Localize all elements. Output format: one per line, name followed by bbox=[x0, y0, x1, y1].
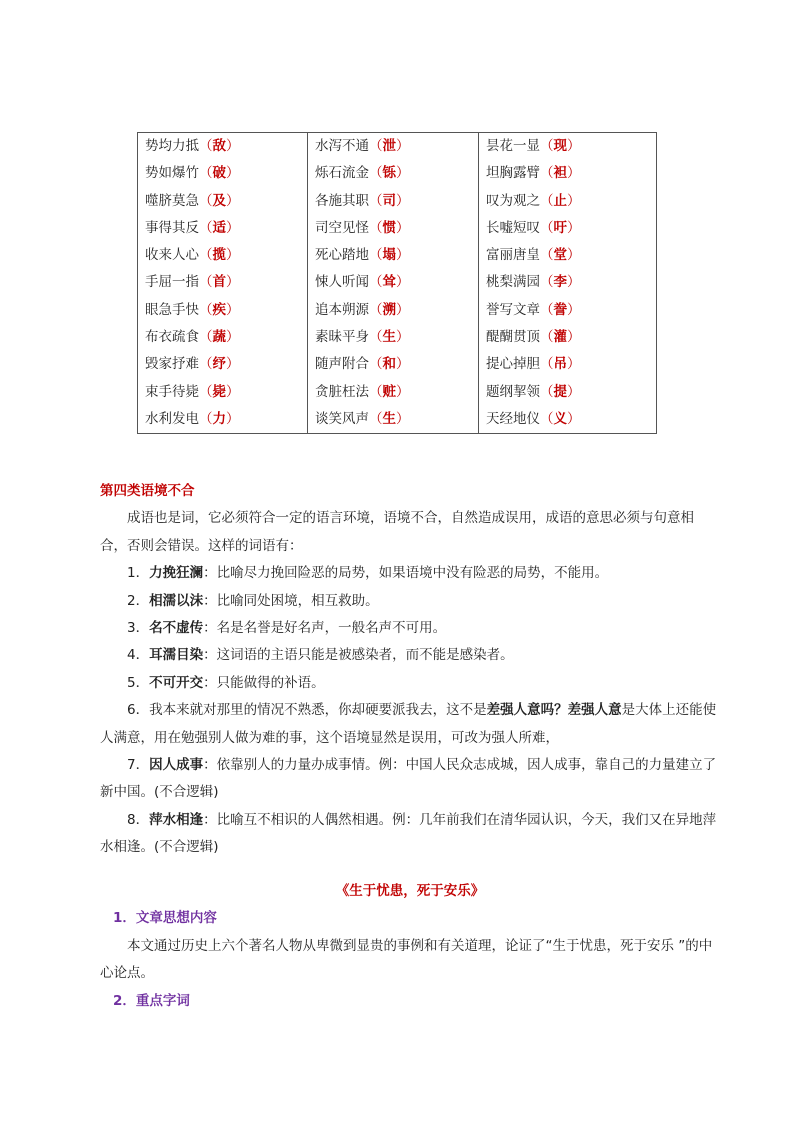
table-row bbox=[138, 351, 657, 378]
paren-open: （ bbox=[540, 301, 554, 318]
list-item-3 bbox=[100, 615, 720, 642]
table-row bbox=[138, 297, 657, 324]
idiom-text: 昙花一显 bbox=[486, 138, 540, 154]
paren-open: （ bbox=[540, 329, 554, 346]
correct-char: 和 bbox=[382, 356, 396, 373]
item-num: 3． bbox=[127, 620, 150, 637]
idiom-text: 谈笑风声 bbox=[315, 410, 369, 427]
essay-section bbox=[100, 878, 720, 1015]
essay-title: 《生于忧患，死于安乐》 bbox=[335, 883, 485, 899]
paren-open: （ bbox=[369, 329, 383, 346]
paren-close: ） bbox=[567, 301, 581, 318]
idiom-text: 布衣疏食 bbox=[145, 329, 199, 346]
table-cell bbox=[479, 406, 657, 434]
table-cell bbox=[308, 215, 479, 242]
correct-char: 生 bbox=[382, 329, 396, 346]
table-cell bbox=[308, 297, 479, 324]
paren-open: （ bbox=[369, 192, 383, 209]
section4-intro: 成语也是词，它必须符合一定的语言环境，语境不合，自然造成误用，成语的意思必须与句意相合，否则会错误。这样的词语有： bbox=[100, 510, 694, 554]
correct-char: 适 bbox=[212, 219, 226, 236]
list-item-7 bbox=[100, 752, 720, 807]
list-item-5 bbox=[100, 670, 720, 697]
correct-char: 灌 bbox=[553, 329, 567, 346]
paren-open: （ bbox=[540, 192, 554, 209]
table-cell bbox=[138, 215, 308, 242]
item-term: 不可开交 bbox=[149, 674, 204, 691]
paren-open: （ bbox=[540, 274, 554, 291]
paren-open: （ bbox=[540, 383, 554, 400]
item-term: 相濡以沫 bbox=[149, 592, 204, 609]
table-cell bbox=[479, 133, 657, 161]
idiom-text: 提心掉胆 bbox=[486, 356, 540, 373]
correct-char: 铄 bbox=[382, 165, 396, 182]
idiom-typo-table bbox=[137, 132, 657, 434]
paren-close: ） bbox=[396, 356, 410, 373]
idiom-text: 毁家抒难 bbox=[145, 356, 199, 373]
paren-close: ） bbox=[226, 329, 240, 346]
item7-term: 因人成事 bbox=[149, 757, 204, 774]
table-cell bbox=[479, 215, 657, 242]
paren-open: （ bbox=[540, 138, 554, 154]
paren-close: ） bbox=[396, 410, 410, 427]
list-item-8 bbox=[100, 807, 720, 862]
correct-char: 及 bbox=[212, 192, 226, 209]
table-cell bbox=[308, 133, 479, 161]
idiom-text: 势均力抵 bbox=[145, 138, 199, 154]
idiom-text: 坦胸露臂 bbox=[486, 165, 540, 182]
table-cell bbox=[138, 160, 308, 187]
item6-text-d: 是大体上还能使人满意，用在勉强别人做为难的事，这个语境显然是误用，可改为强人所难， bbox=[100, 702, 717, 746]
correct-char: 揽 bbox=[212, 247, 226, 264]
item7-num: 7． bbox=[127, 757, 150, 774]
idiom-text: 誉写文章 bbox=[486, 301, 540, 318]
table-row bbox=[138, 160, 657, 187]
correct-char: 蔬 bbox=[212, 329, 226, 346]
idiom-text: 醍醐贯顶 bbox=[486, 329, 540, 346]
item-term: 力挽狂澜 bbox=[149, 565, 204, 582]
idiom-text: 富丽唐皇 bbox=[486, 247, 540, 264]
idiom-text: 势如爆竹 bbox=[145, 165, 199, 182]
correct-char: 李 bbox=[553, 274, 567, 291]
paren-close: ） bbox=[396, 274, 410, 291]
paren-open: （ bbox=[199, 247, 213, 264]
paren-open: （ bbox=[369, 165, 383, 182]
idiom-text: 司空见怪 bbox=[315, 219, 369, 236]
item6-term-1: 差强人意 bbox=[486, 702, 541, 719]
table-cell bbox=[479, 160, 657, 187]
correct-char: 提 bbox=[553, 383, 567, 400]
item6-term-2: 差强人意 bbox=[567, 702, 622, 719]
paren-close: ） bbox=[396, 247, 410, 264]
paren-close: ） bbox=[567, 410, 581, 427]
correct-char: 堂 bbox=[553, 247, 567, 264]
item7-rest: ：依靠别人的力量办成事情。例：中国人民众志成城，因人成事，靠自己的力量建立了新中国。(不合逻辑) bbox=[100, 757, 717, 801]
item-num: 2． bbox=[127, 592, 150, 609]
idiom-text: 水泻不通 bbox=[315, 138, 369, 154]
item8-term: 萍水相逢 bbox=[149, 811, 204, 828]
paren-close: ） bbox=[567, 247, 581, 264]
idiom-text: 贪脏枉法 bbox=[315, 383, 369, 400]
table-cell bbox=[138, 188, 308, 215]
paren-close: ） bbox=[567, 274, 581, 291]
section4-heading: 第四类语境不合 bbox=[100, 483, 195, 499]
paren-open: （ bbox=[540, 247, 554, 264]
table-row bbox=[138, 269, 657, 296]
correct-char: 疾 bbox=[212, 301, 226, 318]
idiom-text: 长嘘短叹 bbox=[486, 219, 540, 236]
table-cell bbox=[479, 188, 657, 215]
paren-close: ） bbox=[396, 301, 410, 318]
item8-num: 8． bbox=[127, 811, 150, 828]
table-cell bbox=[308, 269, 479, 296]
table-cell bbox=[308, 160, 479, 187]
correct-char: 司 bbox=[382, 192, 396, 209]
table-row bbox=[138, 324, 657, 351]
idiom-text: 手屈一指 bbox=[145, 274, 199, 291]
paren-close: ） bbox=[396, 329, 410, 346]
table-cell bbox=[138, 324, 308, 351]
correct-char: 破 bbox=[212, 165, 226, 182]
paren-close: ） bbox=[226, 383, 240, 400]
paren-close: ） bbox=[396, 219, 410, 236]
correct-char: 惯 bbox=[382, 219, 396, 236]
table-cell bbox=[308, 242, 479, 269]
table-cell bbox=[308, 324, 479, 351]
paren-open: （ bbox=[369, 274, 383, 291]
item-rest: ：比喻尽力挽回险恶的局势，如果语境中没有险恶的局势，不能用。 bbox=[203, 565, 609, 582]
paren-open: （ bbox=[540, 219, 554, 236]
table-cell bbox=[138, 297, 308, 324]
paren-close: ） bbox=[396, 165, 410, 182]
paren-open: （ bbox=[369, 219, 383, 236]
paren-open: （ bbox=[199, 410, 213, 427]
idiom-text: 天经地仪 bbox=[486, 410, 540, 427]
paren-open: （ bbox=[540, 356, 554, 373]
list-item-1 bbox=[100, 560, 720, 587]
item-rest: ：名是名誉是好名声，一般名声不可用。 bbox=[203, 620, 447, 637]
paren-close: ） bbox=[567, 383, 581, 400]
item6-text-a: 6．我本来就对那里的情况不熟悉，你却硬要派我去，这不是 bbox=[127, 702, 487, 719]
paren-close: ） bbox=[226, 410, 240, 427]
item-num: 5． bbox=[127, 674, 150, 691]
paren-open: （ bbox=[369, 410, 383, 427]
paren-close: ） bbox=[226, 247, 240, 264]
idiom-text: 收来人心 bbox=[145, 247, 199, 264]
table-cell bbox=[479, 324, 657, 351]
correct-char: 袒 bbox=[553, 165, 567, 182]
paren-close: ） bbox=[226, 356, 240, 373]
section4 bbox=[100, 478, 720, 862]
table-row bbox=[138, 406, 657, 434]
paren-close: ） bbox=[567, 329, 581, 346]
correct-char: 誊 bbox=[553, 301, 567, 318]
idiom-text: 眼急手快 bbox=[145, 301, 199, 318]
paren-open: （ bbox=[199, 274, 213, 291]
list-item-6 bbox=[100, 697, 720, 752]
table-row bbox=[138, 133, 657, 161]
item-term: 耳濡目染 bbox=[149, 647, 204, 664]
essay-paragraph-1: 本文通过历史上六个著名人物从卑微到显贵的事例和有关道理，论证了“生于忧患，死于安乐 ”的中心论点。 bbox=[100, 937, 713, 982]
paren-close: ） bbox=[226, 192, 240, 209]
paren-open: （ bbox=[199, 219, 213, 236]
idiom-text: 烁石流金 bbox=[315, 165, 369, 182]
idiom-text: 各施其职 bbox=[315, 192, 369, 209]
table-cell bbox=[308, 188, 479, 215]
idiom-text: 随声附合 bbox=[315, 356, 369, 373]
paren-close: ） bbox=[567, 165, 581, 182]
paren-open: （ bbox=[540, 165, 554, 182]
table-cell bbox=[479, 269, 657, 296]
table-cell bbox=[308, 379, 479, 406]
paren-open: （ bbox=[369, 383, 383, 400]
paren-open: （ bbox=[540, 410, 554, 427]
idiom-text: 死心踏地 bbox=[315, 247, 369, 264]
idiom-text: 噬脐莫急 bbox=[145, 192, 199, 209]
idiom-text: 事得其反 bbox=[145, 219, 199, 236]
table-cell bbox=[308, 406, 479, 434]
idiom-text: 悚人听闻 bbox=[315, 274, 369, 291]
idiom-text: 束手待毙 bbox=[145, 383, 199, 400]
item-rest: ：这词语的主语只能是被感染者，而不能是感染者。 bbox=[203, 647, 514, 664]
paren-close: ） bbox=[396, 383, 410, 400]
correct-char: 止 bbox=[553, 192, 567, 209]
paren-open: （ bbox=[199, 138, 213, 154]
paren-close: ） bbox=[567, 138, 581, 154]
correct-char: 吁 bbox=[553, 219, 567, 236]
paren-open: （ bbox=[369, 301, 383, 318]
table-cell bbox=[479, 379, 657, 406]
paren-close: ） bbox=[567, 219, 581, 236]
table-row bbox=[138, 188, 657, 215]
paren-open: （ bbox=[369, 138, 383, 154]
paren-close: ） bbox=[396, 138, 410, 154]
idiom-text: 水利发电 bbox=[145, 410, 199, 427]
paren-open: （ bbox=[199, 356, 213, 373]
paren-close: ） bbox=[567, 192, 581, 209]
paren-open: （ bbox=[199, 165, 213, 182]
list-item-2 bbox=[100, 588, 720, 615]
paren-open: （ bbox=[199, 192, 213, 209]
correct-char: 义 bbox=[553, 410, 567, 427]
table-cell bbox=[138, 379, 308, 406]
item-num: 1． bbox=[127, 565, 150, 582]
paren-open: （ bbox=[199, 301, 213, 318]
table-cell bbox=[308, 351, 479, 378]
idiom-text: 追本朔源 bbox=[315, 301, 369, 318]
paren-open: （ bbox=[369, 247, 383, 264]
correct-char: 泄 bbox=[382, 138, 396, 154]
item-rest: ：比喻同处困境，相互救助。 bbox=[203, 592, 379, 609]
table-row bbox=[138, 215, 657, 242]
paren-close: ） bbox=[226, 274, 240, 291]
paren-close: ） bbox=[226, 219, 240, 236]
table-cell bbox=[479, 351, 657, 378]
paren-close: ） bbox=[226, 301, 240, 318]
essay-subheading-2: 2．重点字词 bbox=[113, 992, 190, 1009]
idiom-text: 叹为观之 bbox=[486, 192, 540, 209]
item-num: 4． bbox=[127, 647, 150, 664]
paren-close: ） bbox=[226, 165, 240, 182]
correct-char: 耸 bbox=[382, 274, 396, 291]
correct-char: 力 bbox=[212, 410, 226, 427]
item8-rest: ：比喻互不相识的人偶然相遇。例：几年前我们在清华园认识，今天，我们又在异地萍水相逢。(不合逻辑) bbox=[100, 811, 717, 856]
paren-close: ） bbox=[567, 356, 581, 373]
correct-char: 首 bbox=[212, 274, 226, 291]
correct-char: 生 bbox=[382, 410, 396, 427]
item6-text-c: 吗？ bbox=[540, 702, 568, 719]
table-cell bbox=[138, 269, 308, 296]
item-rest: ：只能做得的补语。 bbox=[203, 674, 325, 691]
correct-char: 塌 bbox=[382, 247, 396, 264]
paren-close: ） bbox=[396, 192, 410, 209]
table-cell bbox=[138, 242, 308, 269]
list-item-4 bbox=[100, 642, 720, 669]
correct-char: 纾 bbox=[212, 356, 226, 373]
item-term: 名不虚传 bbox=[149, 620, 204, 637]
table-cell bbox=[479, 297, 657, 324]
correct-char: 敌 bbox=[212, 138, 226, 154]
table-cell bbox=[479, 242, 657, 269]
table-row bbox=[138, 379, 657, 406]
correct-char: 现 bbox=[553, 138, 567, 154]
correct-char: 赃 bbox=[382, 383, 396, 400]
essay-subheading-1: 1．文章思想内容 bbox=[113, 910, 217, 927]
correct-char: 毙 bbox=[212, 383, 226, 400]
correct-char: 吊 bbox=[553, 356, 567, 373]
table-cell bbox=[138, 406, 308, 434]
paren-open: （ bbox=[369, 356, 383, 373]
correct-char: 溯 bbox=[382, 301, 396, 318]
table-cell bbox=[138, 133, 308, 161]
paren-open: （ bbox=[199, 329, 213, 346]
table-row bbox=[138, 242, 657, 269]
paren-open: （ bbox=[199, 383, 213, 400]
idiom-text: 题纲挈领 bbox=[486, 383, 540, 400]
paren-close: ） bbox=[226, 138, 240, 154]
idiom-text: 素昧平身 bbox=[315, 329, 369, 346]
table-cell bbox=[138, 351, 308, 378]
idiom-text: 桃梨满园 bbox=[486, 274, 540, 291]
